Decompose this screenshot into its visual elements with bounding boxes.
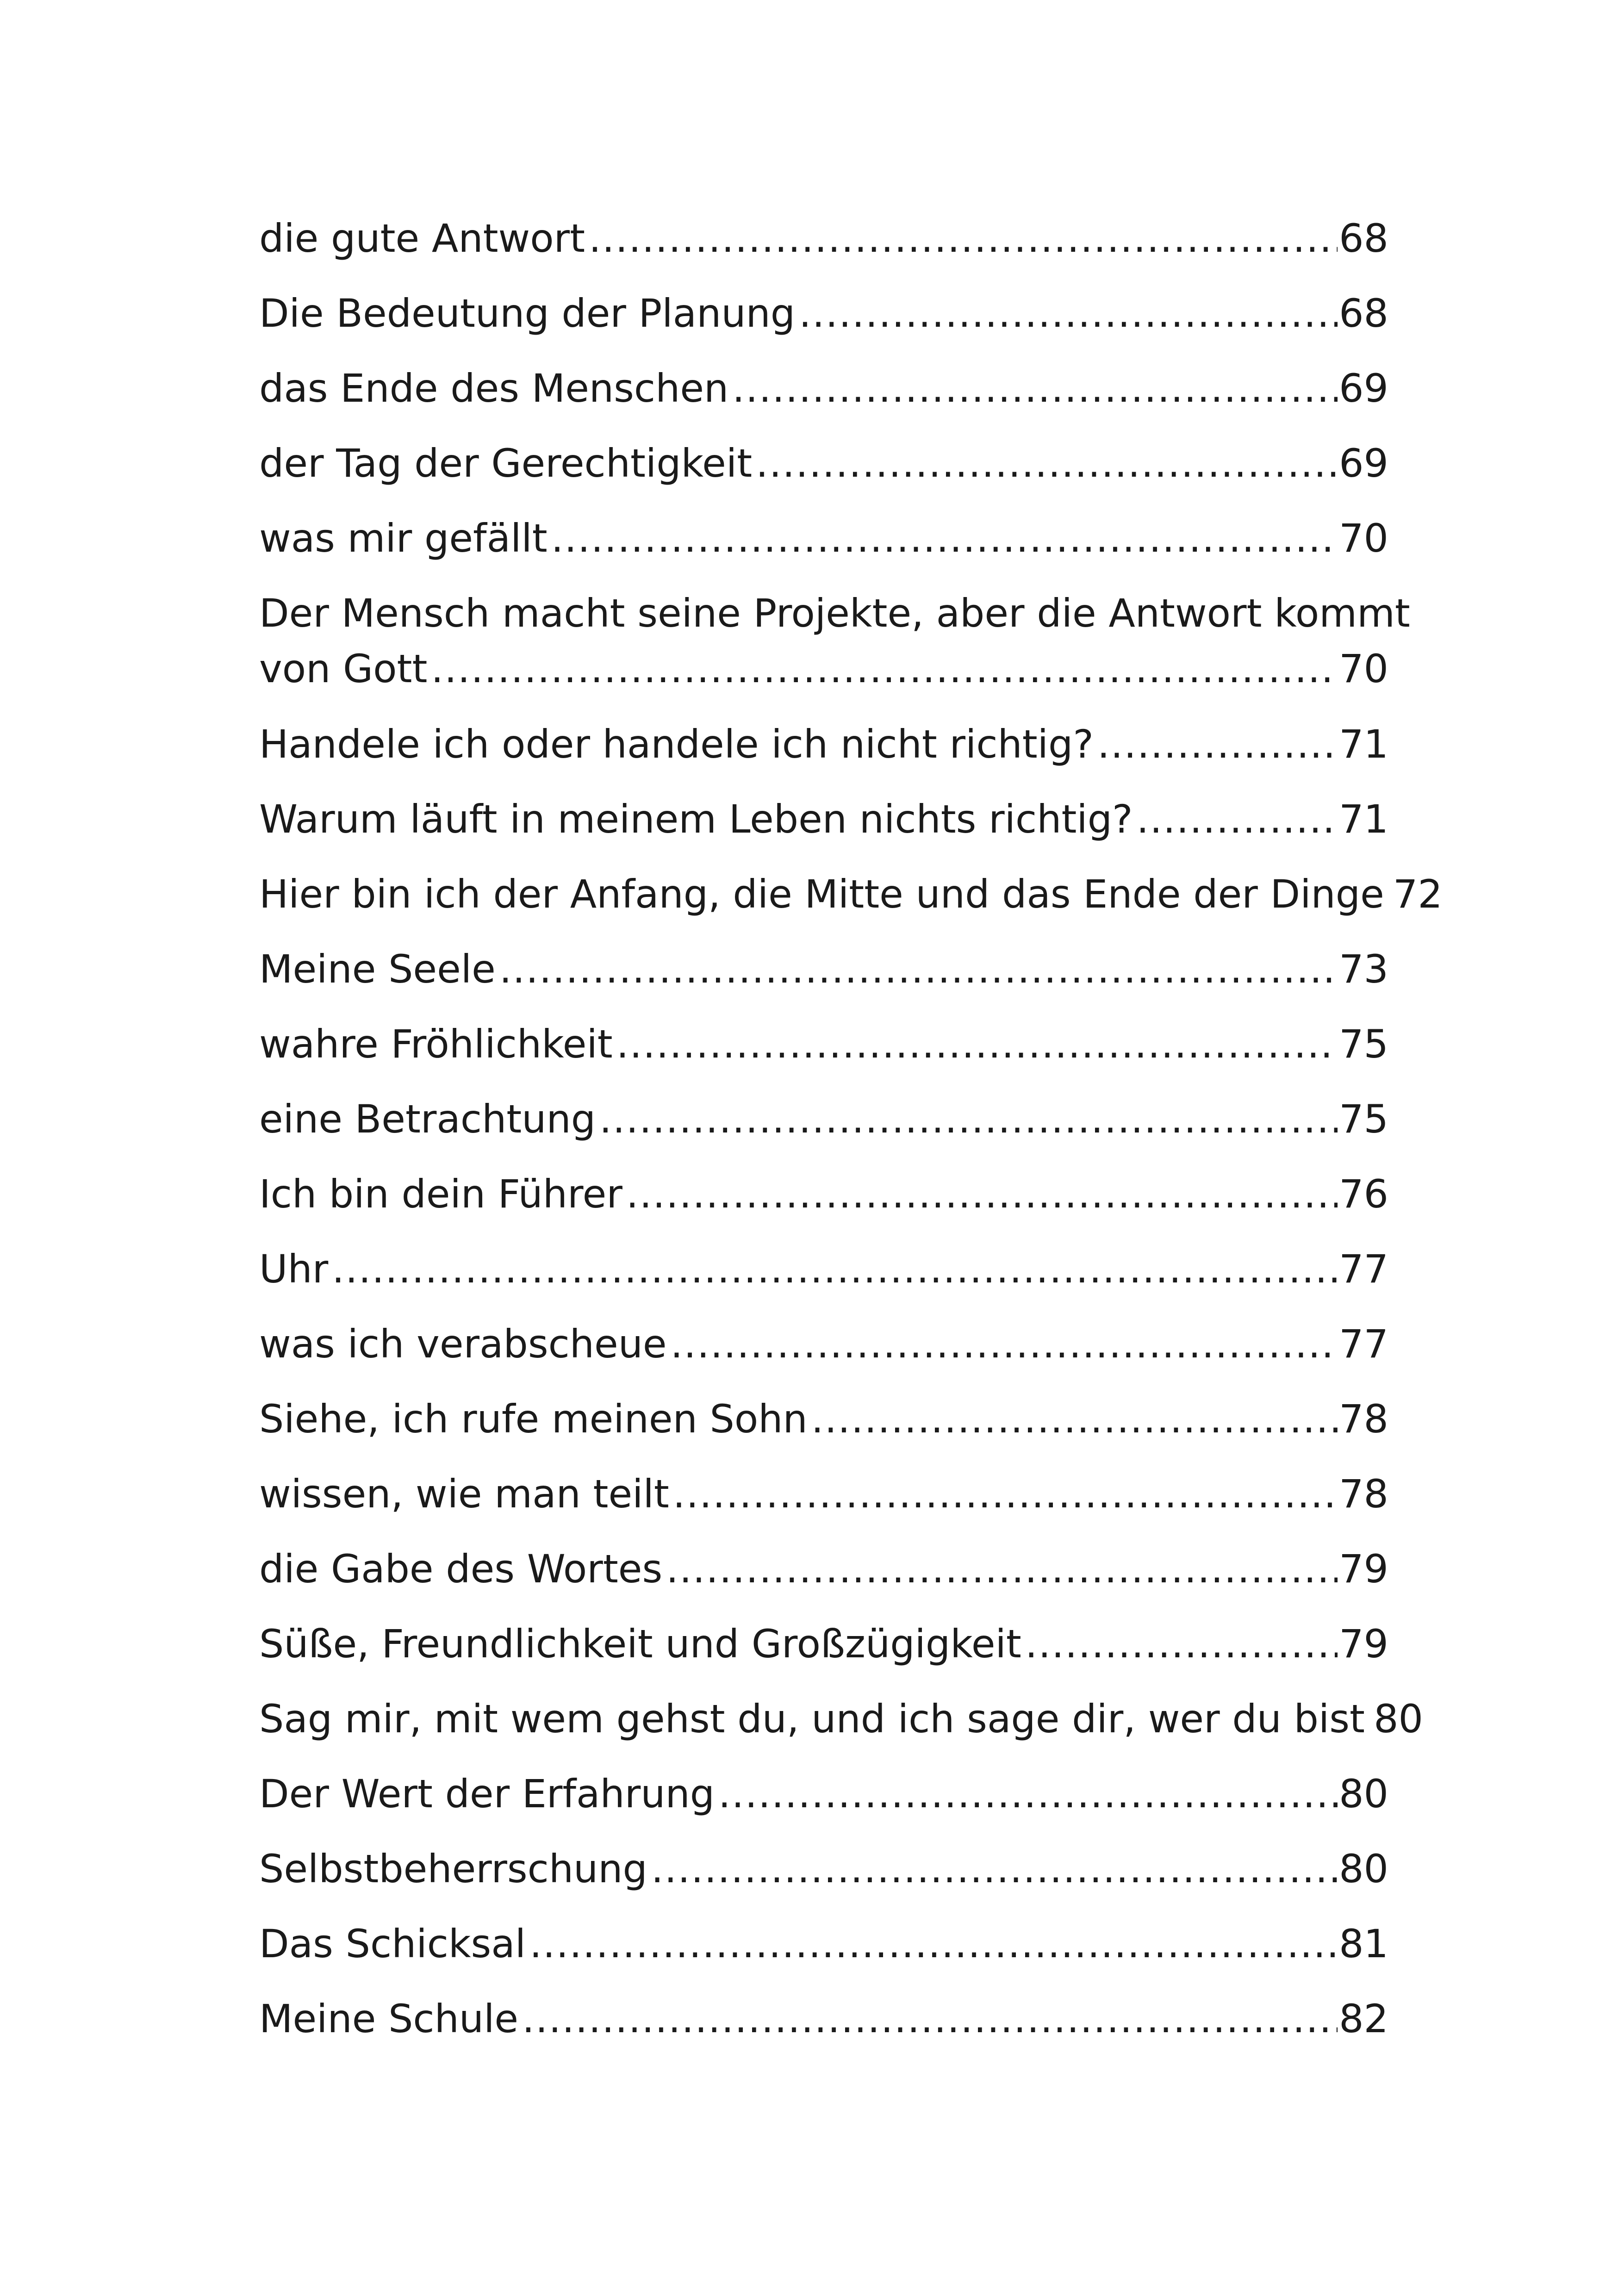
toc-entry-line [259, 1616, 1388, 1672]
toc-entry-line [259, 436, 1388, 491]
dot-leader [548, 510, 1338, 566]
toc-entry-title: eine Betrachtung [259, 1096, 596, 1142]
dot-leader [1384, 866, 1392, 922]
dot-leader [496, 941, 1338, 997]
dot-leader [518, 1991, 1338, 2047]
toc-entry-page-number: 78 [1339, 1396, 1388, 1442]
toc-entry[interactable] [259, 1616, 1388, 1691]
toc-entry-line [259, 791, 1388, 847]
toc-entry-page-number: 71 [1339, 796, 1388, 842]
toc-entry[interactable] [259, 1166, 1388, 1241]
toc-entry[interactable] [259, 941, 1388, 1016]
toc-entry-line [259, 1016, 1388, 1072]
toc-entry-title: Meine Schule [259, 1996, 519, 2041]
toc-entry-title: wissen, wie man teilt [259, 1471, 669, 1517]
toc-entry-line [259, 1691, 1423, 1747]
toc-entry-line [259, 716, 1388, 772]
toc-entry-page-number: 76 [1339, 1171, 1388, 1217]
toc-entry[interactable] [259, 1241, 1388, 1316]
toc-entry-title: Uhr [259, 1246, 329, 1292]
toc-entry-page-number: 71 [1339, 722, 1388, 767]
toc-entry[interactable] [259, 1466, 1388, 1541]
toc-entry-title: die Gabe des Wortes [259, 1546, 663, 1592]
toc-entry-title: Hier bin ich der Anfang, die Mitte und das Ende der Dinge [259, 871, 1384, 917]
toc-entry[interactable] [259, 286, 1388, 361]
toc-entry-line [259, 866, 1443, 922]
toc-entry-line [259, 1316, 1388, 1372]
toc-entry-title: Sag mir, mit wem gehst du, und ich sage dir, wer du bist [259, 1696, 1365, 1742]
toc-entry-title: Warum läuft in meinem Leben nichts richtig? [259, 796, 1133, 842]
toc-entry[interactable] [259, 716, 1388, 791]
toc-entry[interactable] [259, 1691, 1423, 1766]
toc-entry-title: wahre Fröhlichkeit [259, 1021, 613, 1067]
toc-entry-title: Die Bedeutung der Planung [259, 291, 796, 336]
toc-entry-line [259, 1841, 1388, 1897]
toc-entry-line [259, 1916, 1388, 1972]
toc-entry-page-number: 80 [1339, 1771, 1388, 1817]
dot-leader [328, 1241, 1338, 1297]
toc-entry[interactable] [259, 1091, 1388, 1166]
toc-entry[interactable] [259, 510, 1388, 585]
toc-entry-title: Ich bin dein Führer [259, 1171, 622, 1217]
toc-entry-line [259, 1091, 1388, 1147]
toc-entry-line [259, 1241, 1388, 1297]
toc-entry[interactable] [259, 436, 1388, 510]
toc-entry-line [259, 1541, 1388, 1597]
toc-entry-title: Süße, Freundlichkeit und Großzügigkeit [259, 1621, 1021, 1667]
toc-entry-title: was ich verabscheue [259, 1321, 667, 1367]
toc-entry-page-number: 75 [1339, 1021, 1388, 1067]
toc-entry-title: die gute Antwort [259, 216, 585, 261]
toc-entry-line [259, 1991, 1388, 2047]
dot-leader [752, 436, 1338, 491]
toc-entry[interactable] [259, 361, 1388, 436]
dot-leader [427, 641, 1338, 697]
toc-entry-title: Der Wert der Erfahrung [259, 1771, 715, 1817]
toc-entry-line [259, 361, 1388, 416]
toc-entry-title: Handele ich oder handele ich nicht richtig? [259, 722, 1094, 767]
dot-leader [715, 1766, 1338, 1822]
toc-entry[interactable] [259, 585, 1410, 716]
toc-entry-line [259, 1766, 1388, 1822]
toc-entry-line [259, 1166, 1388, 1222]
dot-leader [667, 1316, 1338, 1372]
toc-entry-page-number: 79 [1339, 1621, 1388, 1667]
toc-entry[interactable] [259, 1541, 1388, 1616]
dot-leader [526, 1916, 1338, 1972]
toc-entry-title: das Ende des Menschen [259, 366, 729, 411]
dot-leader [622, 1166, 1338, 1222]
toc-entry[interactable] [259, 1766, 1388, 1841]
toc-entry-page-number: 79 [1339, 1546, 1388, 1592]
dot-leader [1021, 1616, 1338, 1672]
toc-entry-page-number: 81 [1339, 1921, 1388, 1966]
toc-entry-line [259, 1466, 1388, 1522]
dot-leader [1094, 716, 1338, 772]
toc-entry-page-number: 75 [1339, 1096, 1388, 1142]
dot-leader [662, 1541, 1338, 1597]
toc-entry-page-number: 69 [1339, 441, 1388, 486]
dot-leader [647, 1841, 1338, 1897]
toc-entry[interactable] [259, 211, 1388, 286]
toc-entry-line [259, 941, 1388, 997]
toc-entry[interactable] [259, 866, 1443, 941]
dot-leader [613, 1016, 1338, 1072]
toc-entry-page-number: 82 [1339, 1996, 1388, 2041]
toc-entry-line [259, 510, 1388, 566]
toc-entry-page-number: 80 [1339, 1846, 1388, 1892]
table-of-contents [259, 211, 1443, 2066]
toc-entry-page-number: 68 [1339, 216, 1388, 261]
toc-entry[interactable] [259, 1016, 1388, 1091]
toc-entry-page-number: 78 [1339, 1471, 1388, 1517]
toc-entry[interactable] [259, 1391, 1388, 1466]
dot-leader [1365, 1691, 1372, 1747]
dot-leader [596, 1091, 1338, 1147]
toc-entry-page-number: 80 [1374, 1696, 1423, 1742]
toc-entry-title: Siehe, ich rufe meinen Sohn [259, 1396, 808, 1442]
dot-leader [1133, 791, 1338, 847]
toc-entry-page-number: 72 [1393, 871, 1443, 917]
toc-entry-page-number: 69 [1339, 366, 1388, 411]
dot-leader [795, 286, 1338, 341]
dot-leader [728, 361, 1338, 416]
toc-entry-page-number: 68 [1339, 291, 1388, 336]
toc-entry-page-number: 77 [1339, 1321, 1388, 1367]
toc-entry-line [259, 211, 1388, 266]
toc-entry-page-number: 70 [1339, 516, 1388, 561]
toc-entry-page-number: 77 [1339, 1246, 1388, 1292]
toc-entry-title-line1: Der Mensch macht seine Projekte, aber die Antwort kommt [259, 591, 1410, 636]
toc-entry-page-number: 70 [1339, 646, 1388, 691]
dot-leader [669, 1466, 1338, 1522]
toc-entry[interactable] [259, 1316, 1388, 1391]
toc-entry-title: Meine Seele [259, 946, 496, 992]
toc-entry[interactable] [259, 1991, 1388, 2066]
toc-entry[interactable] [259, 1916, 1388, 1991]
toc-entry-title: der Tag der Gerechtigkeit [259, 441, 753, 486]
toc-entry-page-number: 73 [1339, 946, 1388, 992]
toc-entry-title: Selbstbeherrschung [259, 1846, 647, 1892]
toc-entry-title-line2: von Gott [259, 646, 428, 691]
toc-entry-line [259, 641, 1388, 697]
toc-entry-title: Das Schicksal [259, 1921, 526, 1966]
dot-leader [585, 211, 1338, 266]
toc-entry-line [259, 1391, 1388, 1447]
toc-entry[interactable] [259, 1841, 1388, 1916]
toc-entry-title: was mir gefällt [259, 516, 548, 561]
toc-entry[interactable] [259, 791, 1388, 866]
dot-leader [808, 1391, 1338, 1447]
toc-entry-line [259, 286, 1388, 341]
